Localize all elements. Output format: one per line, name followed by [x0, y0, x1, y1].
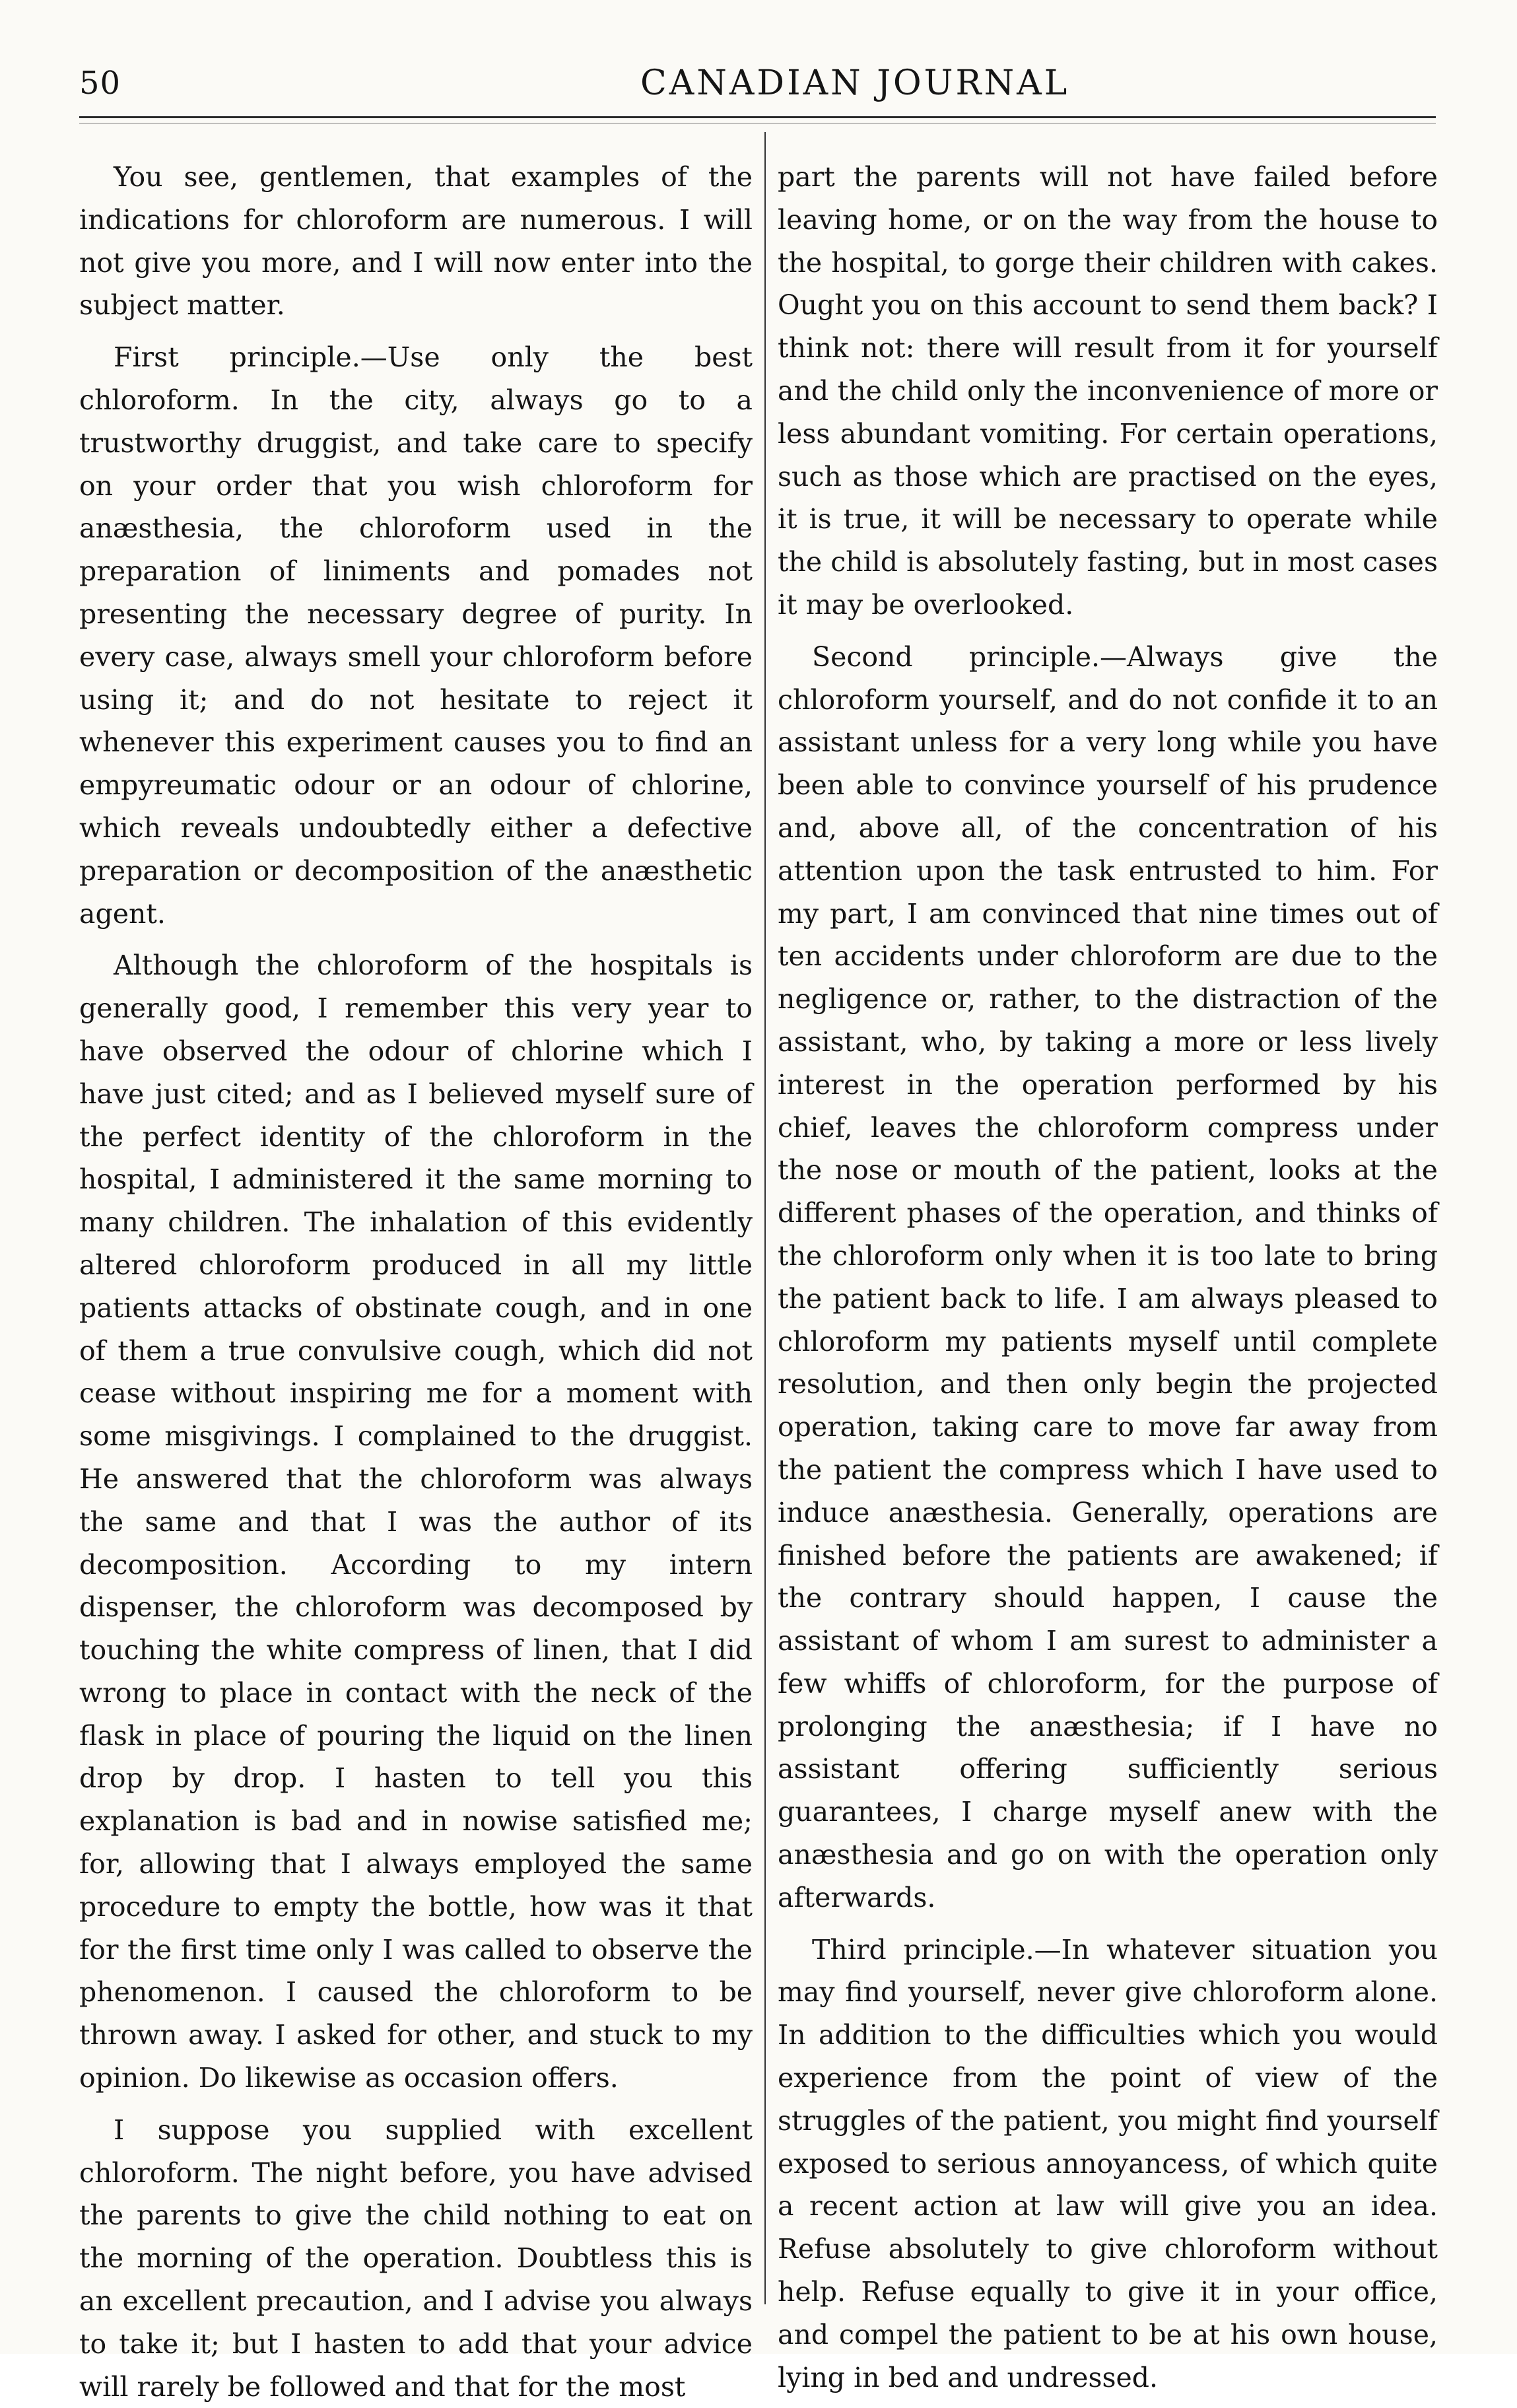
- column-divider: [764, 132, 766, 2304]
- page-header: [79, 61, 1439, 107]
- paragraph: You see, gentlemen, that examples of the indications for chloroform are numerous. I will not give you more, and I will now enter into the subject matter.: [79, 161, 753, 322]
- left-column: [79, 156, 753, 2403]
- paragraph: First principle.—Use only the best chloroform. In the city, always go to a trustworthy druggist, and take care to specify on your order that you wish chloroform for anæsthesia, the chloroform used in the preparation of liniments and pomades not presenting the necessary degree of purity. In every case, always smell your chloroform before using it; and do not hesitate to reject it whenever this experiment causes you to find an empyreumatic odour or an odour of chlorine, which reveals undoubtedly either a defective preparation or decomposition of the anæsthetic agent.: [79, 341, 753, 930]
- paragraph: Although the chloroform of the hospitals is generally good, I remember this very year to have observed the odour of chlorine which I have just cited; and as I believed myself sure of the perfect identity of the chloroform in the hospital, I administered it the same morning to many children. The inhalation of this evidently altered chloroform produced in all my little patients attacks of obstinate cough, and in one of them a true convulsive cough, which did not cease without inspiring me for a moment with some misgivings. I complained to the druggist. He answered that the chloroform was always the same and that I was the author of its decomposition. According to my intern dispenser, the chloroform was decomposed by touching the white compress of linen, that I did wrong to place in contact with the neck of the flask in place of pouring the liquid on the linen drop by drop. I hasten to tell you this explanation is bad and in nowise satisfied me; for, allowing that I always employed the same procedure to empty the bottle, how was it that for the first time only I was called to observe the phenomenon. I caused the chloroform to be thrown away. I asked for other, and stuck to my opinion. Do likewise as occasion offers.: [79, 949, 753, 2094]
- page-number: 50: [79, 65, 121, 102]
- paragraph: I suppose you supplied with excellent chloroform. The night before, you have advised the parents to give the child nothing to eat on the morning of the operation. Doubtless this is an excellent precaution, and I advise you always to take it; but I hasten to add that your advice will rarely be followed and that for the most: [79, 2114, 753, 2403]
- running-title: CANADIAN JOURNAL: [640, 63, 1070, 103]
- header-rule: [79, 116, 1436, 118]
- right-column: [778, 156, 1438, 2393]
- paragraph: Third principle.—In whatever situation you may find yourself, never give chloroform alone. In addition to the difficulties which you would experience from the point of view of the struggles of the patient, you might find yourself exposed to serious annoyancess, of which quite a recent action at law will give you an idea. Refuse absolutely to give chloroform without help. Refuse equally to give it in your office, and compel the patient to be at his own house, lying in bed and undressed.: [778, 1933, 1438, 2393]
- paragraph: Second principle.—Always give the chloroform yourself, and do not confide it to an assistant unless for a very long while you have been able to convince yourself of his prudence and, above all, of the concentration of his attention upon the task entrusted to him. For my part, I am convinced that nine times out of ten accidents under chloroform are due to the negligence or, rather, to the distraction of the assistant, who, by taking a more or less lively interest in the operation performed by his chief, leaves the chloroform compress under the nose or mouth of the patient, looks at the different phases of the operation, and thinks of the chloroform only when it is too late to bring the patient back to life. I am always pleased to chloroform my patients myself until complete resolution, and then only begin the projected operation, taking care to move far away from the patient the compress which I have used to induce anæsthesia. Generally, operations are finished before the patients are awakened; if the contrary should happen, I cause the assistant of whom I am surest to administer a few whiffs of chloroform, for the purpose of prolonging the anæsthesia; if I have no assistant offering sufficiently serious guarantees, I charge myself anew with the anæsthesia and go on with the operation only afterwards.: [778, 640, 1438, 1913]
- paragraph: part the parents will not have failed before leaving home, or on the way from the house to the hospital, to gorge their children with cakes. Ought you on this account to send them back? I think not: there will result from it for yourself and the child only the inconvenience of more or less abundant vomiting. For certain operations, such as those which are practised on the eyes, it is true, it will be necessary to operate while the child is absolutely fasting, but in most cases it may be overlooked.: [778, 161, 1438, 621]
